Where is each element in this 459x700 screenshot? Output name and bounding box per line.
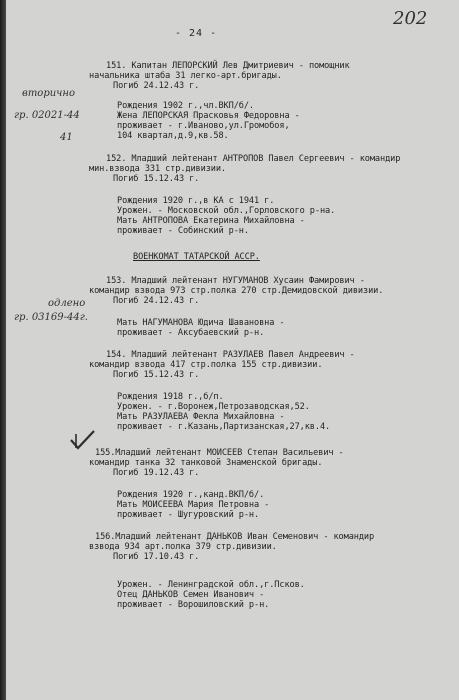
- margin-note: гр. 03169-44г.: [14, 312, 88, 323]
- entry-detail: Отец ДАНЬКОВ Семен Иванович -: [117, 590, 265, 600]
- entry-line: Погиб 19.12.43 г.: [113, 468, 200, 478]
- entry-line: 154. Младший лейтенант РАЗУЛАЕВ Павел Андреевич -: [106, 350, 355, 360]
- entry-line: Погиб 15.12.43 г.: [113, 174, 200, 184]
- entry-line: Погиб 17.10.43 г.: [113, 552, 200, 562]
- entry-detail: проживает - г.Иваново,ул.Громобоя,: [117, 121, 290, 131]
- entry-detail: Мать МОИСЕЕВА Мария Петровна -: [117, 500, 270, 510]
- entry-line: мин.взвода 331 стр.дивизии.: [89, 164, 226, 174]
- entry-detail: Рождения 1920 г.,в КА с 1941 г.: [117, 196, 275, 206]
- entry-line: 153. Младший лейтенант НУГУМАНОВ Хусаин Фамирович -: [106, 276, 365, 286]
- margin-note: гр. 02021-44: [14, 110, 80, 121]
- entry-line: 152. Младший лейтенант АНТРОПОВ Павел Сергеевич - командир: [106, 154, 401, 164]
- entry-line: Погиб 24.12.43 г.: [113, 296, 200, 306]
- entry-line: взвода 934 арт.полка 379 стр.дивизии.: [89, 542, 277, 552]
- entry-detail: проживает - Шугуровский р-н.: [117, 510, 260, 520]
- entry-detail: 104 квартал,д.9,кв.58.: [117, 131, 229, 141]
- entry-line: командир взвода 417 стр.полка 155 стр.дивизии.: [89, 360, 323, 370]
- entry-line: 151. Капитан ЛЕПОРСКИЙ Лев Дмитриевич - помощник: [106, 61, 350, 71]
- entry-line: Погиб 15.12.43 г.: [113, 370, 200, 380]
- entry-detail: Урожен. - Ленинградской обл.,г.Псков.: [117, 580, 305, 590]
- entry-detail: Мать АНТРОПОВА Екатерина Михайловна -: [117, 216, 305, 226]
- check-mark-icon: [68, 428, 98, 452]
- section-header: ВОЕНКОМАТ ТАТАРСКОЙ АССР.: [133, 252, 260, 262]
- entry-detail: Урожен. - Московской обл.,Горловского р-на.: [117, 206, 336, 216]
- scan-edge: [0, 0, 6, 700]
- entry-detail: Рождения 1918 г.,б/п.: [117, 392, 224, 402]
- entry-line: командир танка 32 танковой Знаменской бригады.: [89, 458, 323, 468]
- entry-detail: Мать РАЗУЛАЕВА Фекла Михайловна -: [117, 412, 285, 422]
- entry-detail: проживает - Ворошиловский р-н.: [117, 600, 270, 610]
- entry-detail: Урожен. - г.Воронеж,Петрозаводская,52.: [117, 402, 310, 412]
- margin-note: вторично: [22, 88, 75, 99]
- entry-line: 155.Младший лейтенант МОИСЕЕВ Степан Васильевич -: [95, 448, 344, 458]
- entry-detail: Мать НАГУМАНОВА Юдича Шавановна -: [117, 318, 285, 328]
- entry-line: Погиб 24.12.43 г.: [113, 81, 200, 91]
- entry-detail: проживает - Аксубаевский р-н.: [117, 328, 265, 338]
- entry-line: 156.Младший лейтенант ДАНЬКОВ Иван Семенович - командир: [95, 532, 375, 542]
- margin-note: одлено: [48, 298, 86, 309]
- margin-note: 41: [60, 132, 73, 143]
- entry-detail: Рождения 1902 г.,чл.ВКП/б/.: [117, 101, 254, 111]
- entry-detail: проживает - Собинский р-н.: [117, 226, 249, 236]
- page-number: - 24 -: [175, 28, 218, 39]
- entry-detail: Жена ЛЕПОРСКАЯ Прасковья Федоровна -: [117, 111, 300, 121]
- entry-line: командир взвода 973 стр.полка 270 стр.Демидовской дивизии.: [89, 286, 384, 296]
- entry-detail: проживает - г.Казань,Партизанская,27,кв.4.: [117, 422, 331, 432]
- folio-number: 202: [393, 8, 428, 29]
- entry-line: начальника штаба 31 легко-арт.бригады.: [89, 71, 282, 81]
- entry-detail: Рождения 1920 г.,канд.ВКП/б/.: [117, 490, 265, 500]
